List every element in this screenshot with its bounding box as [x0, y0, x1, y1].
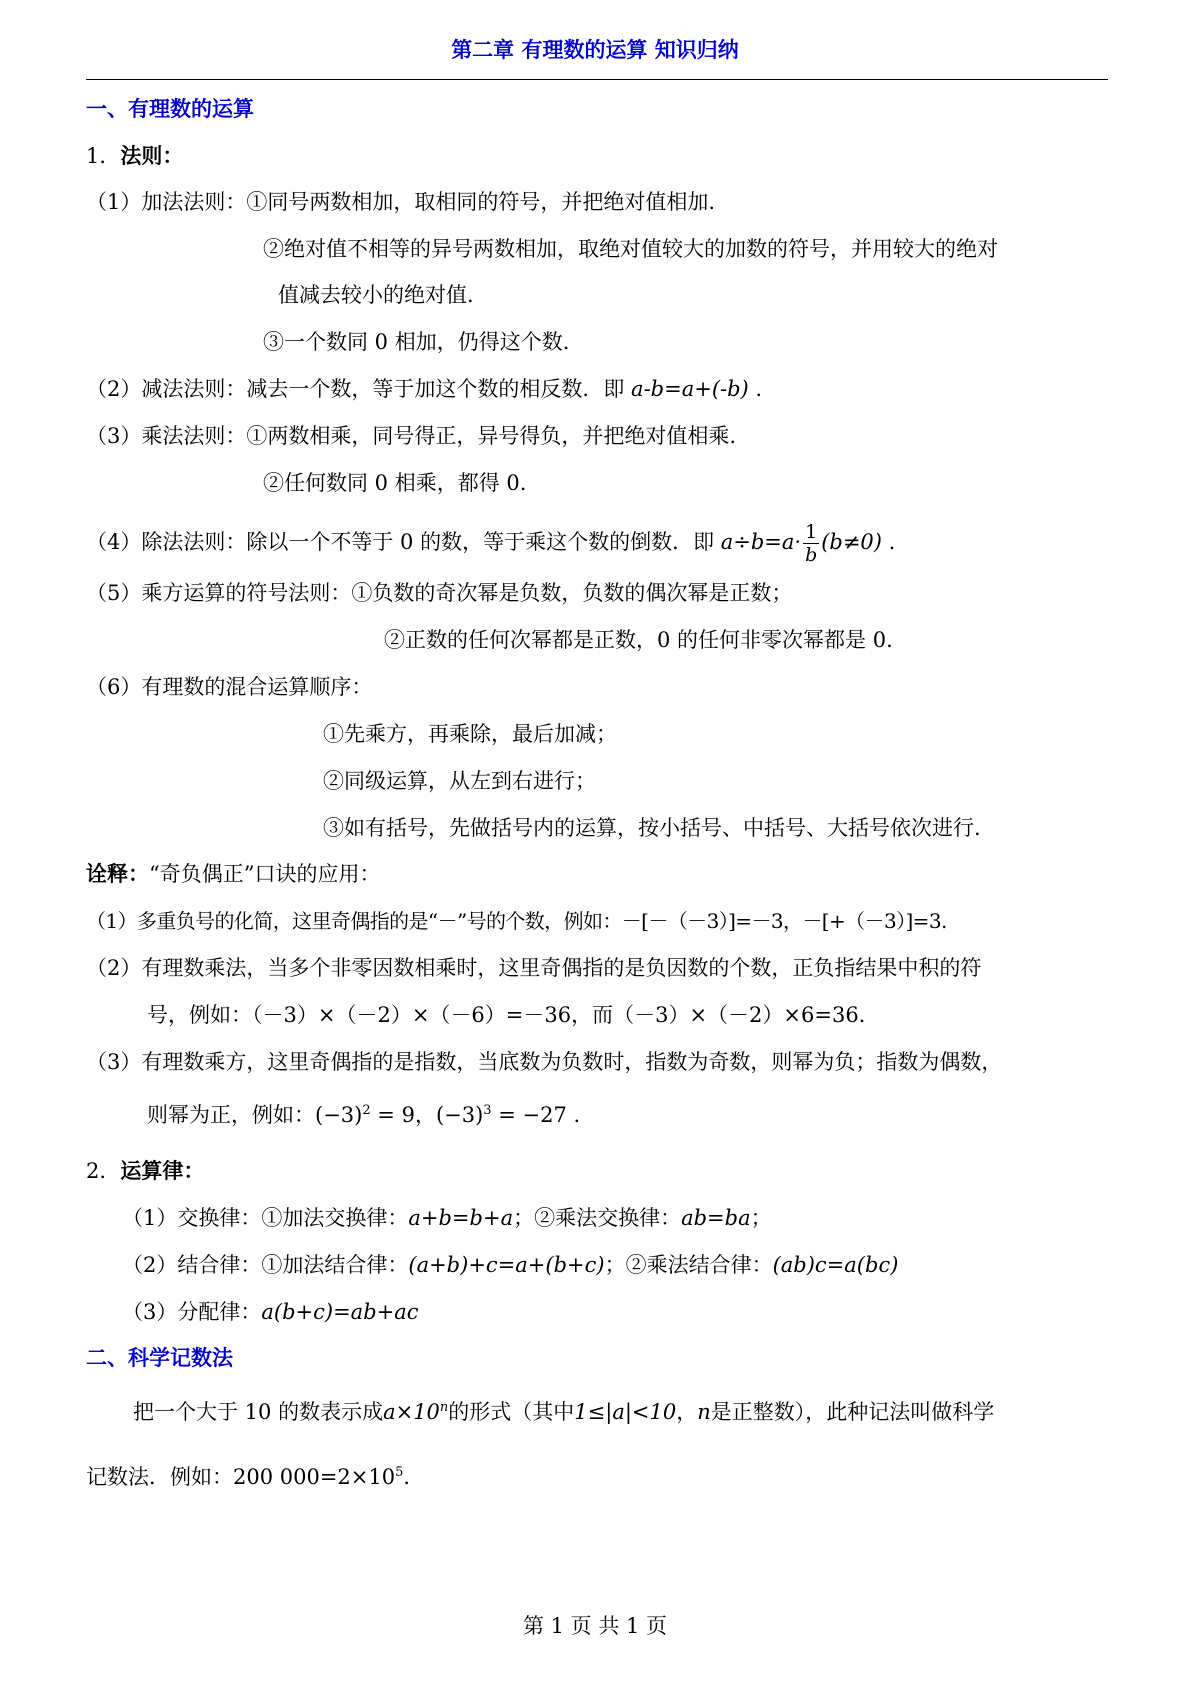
reciprocal-fraction: $\frac{1}{b}$ [805, 521, 818, 566]
page-footer: 第 1 页 共 1 页 [522, 1614, 668, 1638]
law-distributive: （3）分配律：a(b+c)=ab+ac [122, 1300, 419, 1324]
rule-addition-1: （1）加法法则：①同号两数相加，取相同的符号，并把绝对值相加. [86, 190, 716, 214]
section-heading-2: 二、科学记数法 [86, 1345, 233, 1370]
mixed-order-3: ③如有括号，先做括号内的运算，按小括号、中括号、大括号依次进行. [323, 816, 981, 840]
rule-subtraction: （2）减法法则：减去一个数，等于加这个数的相反数．即 a-b=a+(-b) . [86, 377, 763, 401]
rule-division: （4）除法法则：除以一个不等于 0 的数，等于乘这个数的倒数．即 a÷b=a· $\frac{1}{b}$ (b≠0) . [86, 521, 896, 566]
rule-addition-3: ③一个数同 0 相加，仍得这个数. [263, 330, 570, 354]
subsection-laws: 2．运算律： [86, 1158, 205, 1183]
law-commutative: （1）交换律：①加法交换律：a+b=b+a；②乘法交换律：ab=ba； [122, 1206, 772, 1230]
mixed-order-title: （6）有理数的混合运算顺序： [86, 675, 373, 699]
subtraction-formula: a-b=a+(-b) [631, 377, 749, 401]
mixed-order-1: ①先乘方，再乘除，最后加减； [323, 722, 617, 746]
subsection-rules: 1．法则： [86, 143, 184, 168]
rule-power-2: ②正数的任何次幂都是正数，0 的任何非零次幂都是 0. [384, 628, 893, 652]
note-2-cont: 号，例如：（－3）×（－2）×（－6）=－36，而（－3）×（－2）×6=36. [147, 1003, 866, 1027]
mixed-order-2: ②同级运算，从左到右进行； [323, 769, 596, 793]
law-associative: （2）结合律：①加法结合律：(a+b)+c=a+(b+c)；②乘法结合律：(ab)c=a(bc) [122, 1253, 899, 1277]
rule-multiplication-2: ②任何数同 0 相乘，都得 0. [263, 471, 527, 495]
note-2: （2）有理数乘法，当多个非零因数相乘时，这里奇偶指的是负因数的个数，正负指结果中积的符 [86, 956, 982, 980]
page-title: 第二章 有理数的运算 知识归纳 [451, 37, 739, 62]
scientific-notation-para-2: 记数法．例如：200 $000=2\times 10^5$． [86, 1465, 425, 1489]
rule-multiplication-1: （3）乘法法则：①两数相乘，同号得正，异号得负，并把绝对值相乘. [86, 424, 737, 448]
scientific-notation-para-1: 把一个大于 10 的数表示成$a\times 10^n$的形式（其中1≤|a|<10，n是正整数），此种记法叫做科学 [133, 1400, 995, 1424]
title-divider [86, 79, 1108, 80]
section-heading-1: 一、有理数的运算 [86, 96, 254, 121]
note-intro: 诠释：“奇负偶正”口诀的应用： [86, 861, 381, 886]
rule-addition-2-cont: 值减去较小的绝对值. [278, 283, 474, 307]
rule-power-1: （5）乘方运算的符号法则：①负数的奇次幂是负数，负数的偶次幂是正数； [86, 581, 793, 605]
note-1: （1）多重负号的化简，这里奇偶指的是“－”号的个数，例如：－[－（－3）]=－3，－[+（－3）]=3. [86, 909, 947, 933]
note-3-cont: 则幂为正，例如：$(-3)^2 = 9$，$(-3)^3 = -27$ . [147, 1103, 581, 1127]
note-3: （3）有理数乘方，这里奇偶指的是指数，当底数为负数时，指数为奇数，则幂为负；指数为偶数， [86, 1050, 1003, 1074]
rule-addition-2: ②绝对值不相等的异号两数相加，取绝对值较大的加数的符号，并用较大的绝对 [263, 237, 998, 261]
